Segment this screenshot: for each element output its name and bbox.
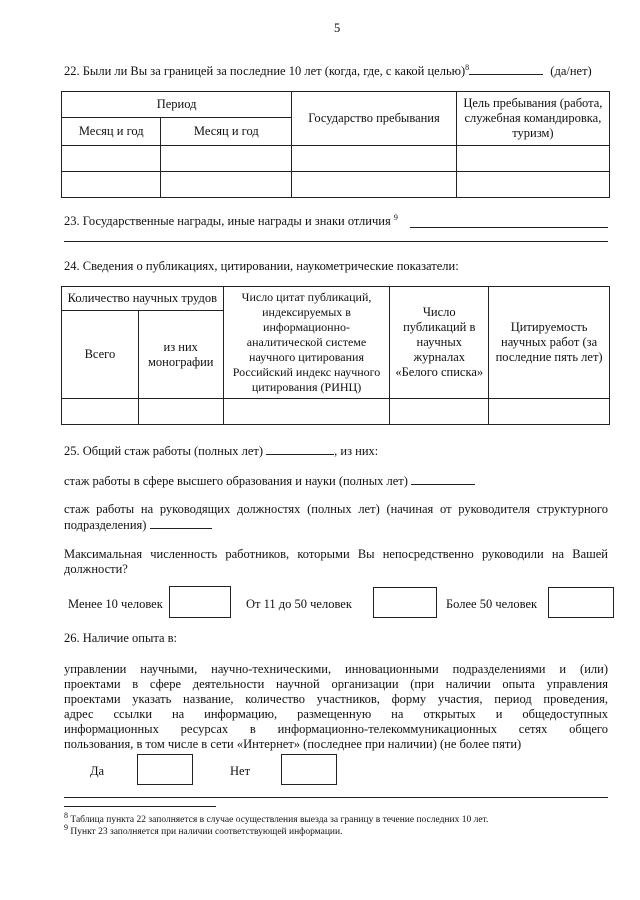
table-cell[interactable] bbox=[62, 146, 161, 172]
table-cell[interactable] bbox=[62, 399, 139, 425]
higher-ed-experience-field[interactable] bbox=[411, 472, 475, 485]
higher-ed-experience bbox=[64, 472, 475, 489]
q26-line: информационных ресурсах в информационно-телекоммуникационных сетях общего bbox=[64, 722, 608, 736]
q22-question bbox=[64, 62, 592, 79]
col-purpose: Цель пребывания (работа, служебная командировка, туризм) bbox=[456, 92, 609, 146]
option-11-50-label: От 11 до 50 человек bbox=[246, 597, 352, 611]
option-less-10-box[interactable] bbox=[169, 586, 231, 618]
col-country: Государство пребывания bbox=[292, 92, 457, 146]
q22-suffix: (да/нет) bbox=[550, 64, 592, 78]
table-cell[interactable] bbox=[456, 172, 609, 198]
option-11-50-box[interactable] bbox=[373, 587, 437, 618]
q23-question bbox=[64, 213, 398, 229]
footnote-rule bbox=[64, 806, 216, 807]
page-number: 5 bbox=[334, 21, 341, 35]
table-row bbox=[62, 146, 610, 172]
q22-footnote-ref: 8 bbox=[465, 62, 470, 72]
q25-text-a: 25. Общий стаж работы (полных лет) bbox=[64, 444, 264, 458]
no-box[interactable] bbox=[281, 754, 337, 785]
q26-line: адрес ссылки на информацию, размещенную на открытых и общедоступных bbox=[64, 707, 608, 721]
q23-answer-line-2[interactable] bbox=[64, 241, 608, 242]
publications-table bbox=[61, 286, 610, 425]
q26-line: проектами в сфере деятельности научной организации (при наличии опыта управления bbox=[64, 677, 608, 691]
option-more-50-label: Более 50 человек bbox=[446, 597, 538, 611]
management-experience-field[interactable] bbox=[150, 516, 212, 529]
col-citedness: Цитируемость научных работ (за последние пять лет) bbox=[489, 287, 610, 399]
q26-line: проектами указать название, количество участников, форму участия, период проведения, bbox=[64, 692, 608, 706]
management-experience-line1: стаж работы на руководящих должностях (полных лет) (начиная от руководителя структурного bbox=[64, 502, 608, 516]
max-staff-line2: должности? bbox=[64, 562, 128, 576]
col-pub-count: Количество научных трудов bbox=[62, 287, 224, 311]
col-month-year-to: Месяц и год bbox=[161, 118, 292, 146]
option-more-50-box[interactable] bbox=[548, 587, 614, 618]
col-white-list: Число публикаций в научных журналах «Белого списка» bbox=[390, 287, 489, 399]
total-experience-field[interactable] bbox=[266, 442, 334, 455]
management-label: подразделения) bbox=[64, 518, 147, 532]
footnote-mark: 9 bbox=[64, 822, 68, 832]
q22-text: 22. Были ли Вы за границей за последние 10 лет (когда, где, с какой целью) bbox=[64, 64, 466, 78]
max-staff-line1: Максимальная численность работников, которыми Вы непосредственно руководили на Вашей bbox=[64, 547, 608, 561]
higher-ed-label: стаж работы в сфере высшего образования и науки (полных лет) bbox=[64, 474, 408, 488]
q22-answer-field[interactable] bbox=[469, 62, 543, 75]
q24-question: 24. Сведения о публикациях, цитировании, наукометрические показатели: bbox=[64, 259, 459, 273]
q23-text: 23. Государственные награды, иные награды и знаки отличия bbox=[64, 214, 391, 228]
q23-answer-line[interactable] bbox=[410, 227, 608, 228]
q26-line: пользования, в том числе в сети «Интернет» (последнее при наличии) (не более пяти) bbox=[64, 737, 522, 751]
col-total: Всего bbox=[62, 311, 139, 399]
management-experience-line2 bbox=[64, 516, 212, 533]
col-citations: Число цитат публикаций, индексируемых в информационно-аналитической системе научного цитирования Российский индекс научного цитирования (РИНЦ) bbox=[223, 287, 390, 399]
table-row bbox=[62, 172, 610, 198]
q26-title: 26. Наличие опыта в: bbox=[64, 631, 178, 645]
q25-text-b: , из них: bbox=[334, 444, 379, 458]
table-cell[interactable] bbox=[390, 399, 489, 425]
table-cell[interactable] bbox=[138, 399, 223, 425]
table-cell[interactable] bbox=[161, 146, 292, 172]
table-cell[interactable] bbox=[62, 172, 161, 198]
footnote-8 bbox=[64, 810, 489, 826]
col-monographs: из них монографии bbox=[138, 311, 223, 399]
table-cell[interactable] bbox=[161, 172, 292, 198]
option-less-10-label: Менее 10 человек bbox=[68, 597, 163, 611]
yes-box[interactable] bbox=[137, 754, 193, 785]
table-cell[interactable] bbox=[292, 172, 457, 198]
col-month-year-from: Месяц и год bbox=[62, 118, 161, 146]
table-cell[interactable] bbox=[292, 146, 457, 172]
footnote-mark: 8 bbox=[64, 810, 68, 820]
q26-line: управлении научными, научно-техническими, инновационными подразделениями и (или) bbox=[64, 662, 608, 676]
col-period: Период bbox=[62, 92, 292, 118]
table-row bbox=[62, 399, 610, 425]
yes-label: Да bbox=[90, 764, 105, 778]
table-cell[interactable] bbox=[456, 146, 609, 172]
travel-table bbox=[61, 91, 610, 198]
footnote-text: Пункт 23 заполняется при наличии соответствующей информации. bbox=[70, 827, 343, 837]
table-cell[interactable] bbox=[489, 399, 610, 425]
q25-question bbox=[64, 442, 378, 459]
no-label: Нет bbox=[230, 764, 251, 778]
footnote-text: Таблица пункта 22 заполняется в случае осуществления выезда за границу в течение последних 10 лет. bbox=[70, 815, 489, 825]
footnote-separator bbox=[64, 797, 608, 798]
footnote-9 bbox=[64, 822, 343, 838]
q23-footnote-ref: 9 bbox=[393, 212, 398, 222]
table-cell[interactable] bbox=[223, 399, 390, 425]
